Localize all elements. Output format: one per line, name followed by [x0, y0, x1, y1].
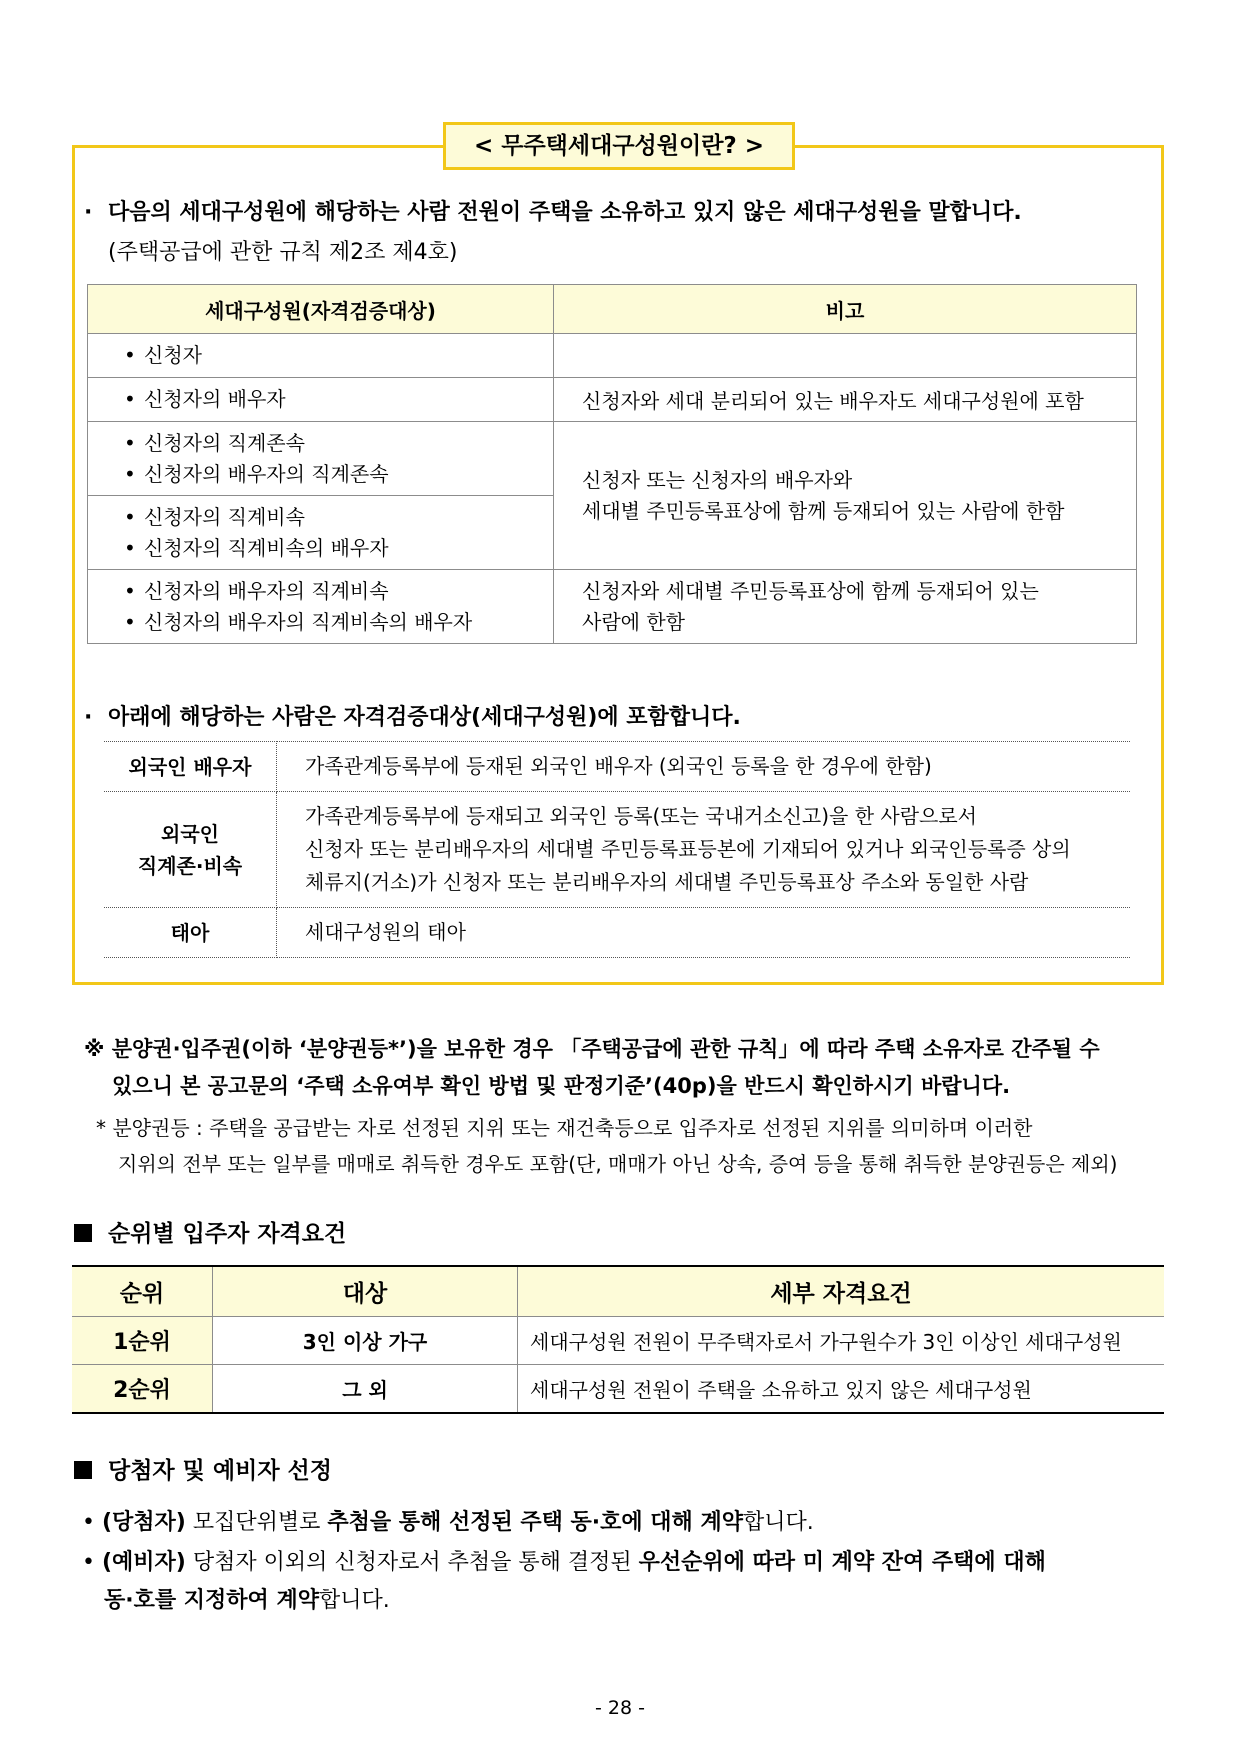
- target-cell: 3인 이상 가구: [213, 1317, 518, 1365]
- included-key: 외국인 배우자: [104, 742, 277, 792]
- definition-reference: (주택공급에 관한 규칙 제2조 제4호): [108, 240, 458, 265]
- reserve-item: • (예비자) 당첨자 이외의 신청자로서 추첨을 통해 결정된 우선순위에 따라 미 계약 잔여 주택에 대해: [82, 1550, 1046, 1575]
- detail-cell: 세대구성원 전원이 주택을 소유하고 있지 않은 세대구성원: [518, 1365, 1165, 1414]
- table-row: [104, 742, 1130, 792]
- detail-cell: 세대구성원 전원이 무주택자로서 가구원수가 3인 이상인 세대구성원: [518, 1317, 1165, 1365]
- target-cell: 그 외: [213, 1365, 518, 1414]
- table-row: [88, 378, 1137, 422]
- members-note-empty: [554, 334, 1137, 378]
- included-heading: · 아래에 해당하는 사람은 자격검증대상(세대구성원)에 포함합니다.: [84, 705, 741, 730]
- rank-header-detail: 세부 자격요건: [518, 1266, 1165, 1317]
- table-row: [104, 792, 1130, 908]
- table-row: [104, 908, 1130, 958]
- members-note: 신청자 또는 신청자의 배우자와 세대별 주민등록표상에 함께 등재되어 있는 사람에 한함: [554, 422, 1137, 570]
- members-table: [87, 284, 1137, 644]
- list-item: • 신청자의 배우자의 직계존속: [124, 459, 553, 490]
- members-header-note: 비고: [554, 285, 1137, 334]
- list-item: • 신청자의 배우자의 직계비속의 배우자: [124, 607, 553, 638]
- members-header-member: 세대구성원(자격검증대상): [88, 285, 554, 334]
- list-item: • 신청자의 배우자의 직계비속: [124, 576, 553, 607]
- included-key: 외국인 직계존·비속: [104, 792, 277, 908]
- footnote-line2: 지위의 전부 또는 일부를 매매로 취득한 경우도 포함(단, 매매가 아닌 상속, 증여 등을 통해 취득한 분양권등은 제외): [118, 1152, 1118, 1176]
- included-value: 세대구성원의 태아: [277, 908, 1131, 958]
- footnote-line1: * 분양권등 : 주택을 공급받는 자로 선정된 지위 또는 재건축등으로 입주자로 선정된 지위를 의미하며 이러한: [96, 1116, 1033, 1140]
- list-item: • 신청자의 직계비속: [124, 502, 553, 533]
- table-row: [88, 422, 1137, 496]
- definition-intro: · 다음의 세대구성원에 해당하는 사람 전원이 주택을 소유하고 있지 않은 세대구성원을 말합니다.: [84, 200, 1022, 225]
- included-value: 가족관계등록부에 등재되고 외국인 등록(또는 국내거소신고)을 한 사람으로서 신청자 또는 분리배우자의 세대별 주민등록표등본에 기재되어 있거나 외국인등록증 상의 체류지(거소)가 신청자 또는 분리배우자의 세대별 주민등록표상 주소와 동일한 사람: [277, 792, 1131, 908]
- included-key: 태아: [104, 908, 277, 958]
- square-bullet-icon: [74, 1224, 92, 1242]
- rank-table: [72, 1265, 1164, 1414]
- table-row: [72, 1317, 1164, 1365]
- members-note: 신청자와 세대 분리되어 있는 배우자도 세대구성원에 포함: [554, 378, 1137, 422]
- table-row: [72, 1365, 1164, 1414]
- rank-cell: 2순위: [72, 1365, 213, 1414]
- page-number: - 28 -: [595, 1697, 645, 1719]
- rank-header-target: 대상: [213, 1266, 518, 1317]
- square-bullet-icon: [74, 1461, 92, 1479]
- reserve-item-line2: 동·호를 지정하여 계약합니다.: [104, 1588, 390, 1613]
- table-row: [88, 570, 1137, 644]
- definition-box-title: < 무주택세대구성원이란? >: [443, 122, 795, 170]
- list-item: • 신청자: [124, 340, 553, 371]
- list-item: • 신청자의 배우자: [124, 384, 553, 415]
- winner-item: • (당첨자) 모집단위별로 추첨을 통해 선정된 주택 동·호에 대해 계약합니다.: [82, 1510, 814, 1535]
- winner-section-title: 당첨자 및 예비자 선정: [74, 1452, 332, 1485]
- list-item: • 신청자의 직계존속: [124, 428, 553, 459]
- rank-cell: 1순위: [72, 1317, 213, 1365]
- ownership-note-line1: ※ 분양권·입주권(이하 ‘분양권등*’)을 보유한 경우 「주택공급에 관한 규칙」에 따라 주택 소유자로 간주될 수: [84, 1037, 1100, 1061]
- included-value: 가족관계등록부에 등재된 외국인 배우자 (외국인 등록을 한 경우에 한함): [277, 742, 1131, 792]
- table-row: [88, 334, 1137, 378]
- members-note: 신청자와 세대별 주민등록표상에 함께 등재되어 있는 사람에 한함: [554, 570, 1137, 644]
- included-table: [104, 741, 1130, 958]
- rank-section-title: 순위별 입주자 자격요건: [74, 1215, 346, 1248]
- ownership-note-line2: 있으니 본 공고문의 ‘주택 소유여부 확인 방법 및 판정기준’(40p)을 반드시 확인하시기 바랍니다.: [112, 1074, 1011, 1098]
- list-item: • 신청자의 직계비속의 배우자: [124, 533, 553, 564]
- rank-header-rank: 순위: [72, 1266, 213, 1317]
